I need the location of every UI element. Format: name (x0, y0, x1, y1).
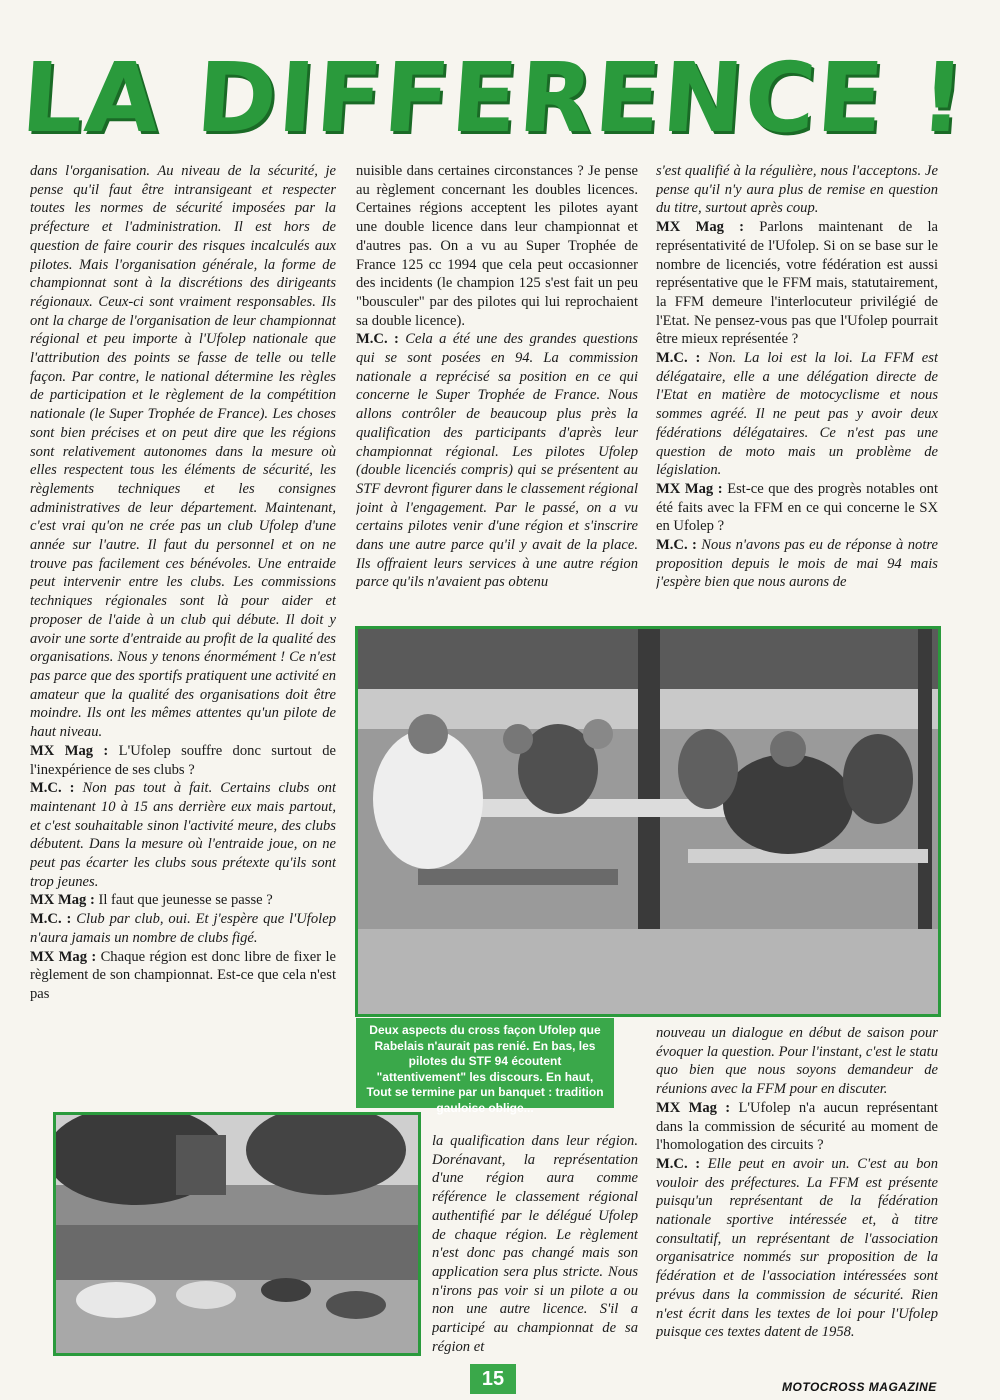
speaker-label: M.C. : (656, 350, 701, 367)
paragraph-text: la qualification dans leur région. Dorénavant, la représentation d'une région aura comme référence le classement régional authentifié par le délégué Ufolep de chaque région. Le règlement n'est donc pas changé mais son application sera plus stricte. Nous n'irons pas voir si un pilote a ou non une autre licence. S'il a participé au championnat de sa région et (432, 1133, 638, 1355)
paragraph-text: s'est qualifié à la régulière, nous l'acceptons. Je pense qu'il n'y aura plus de remise en question du titre, surtout après coup. (656, 163, 938, 217)
paragraph-text: L'Ufolep souffre donc surtout de l'inexpérience de ses clubs ? (30, 742, 336, 778)
text-column-2 (356, 162, 638, 612)
speaker-label: M.C. : (356, 331, 399, 348)
text-column-1 (30, 162, 336, 1094)
paragraph (656, 349, 938, 480)
paragraph (30, 891, 336, 910)
paragraph (656, 480, 938, 536)
paragraph-text: Nous n'avons pas eu de réponse à notre proposition depuis le mois de mai 94 mais j'espère bien que nous aurons de (656, 537, 938, 591)
paragraph-text: Non pas tout à fait. Certains clubs ont maintenant 10 à 15 ans derrière eux mais partout, et c'est souhaitable sinon l'activité meure, des clubs débutent. Dans la mesure où l'entraide joue, on ne peut pas écarter les clubs sous prétexte qu'ils sont trop jeunes. (30, 780, 336, 890)
article-title: LA DIFFERENCE ! (18, 42, 971, 154)
paragraph-text: Parlons maintenant de la représentativité de l'Ufolep. Si on se base sur le nombre de licenciés, votre fédération est aussi représentative que le FFM mais, statutairement, la FFM demeure l'interlocuteur privilégié de l'Etat. Ne pensez-vous pas que l'Ufolep pourrait être mieux représentée ? (656, 219, 938, 348)
speaker-label: MX Mag : (30, 892, 95, 909)
speaker-label: M.C. : (30, 780, 75, 797)
paragraph (656, 1024, 938, 1099)
paragraph (356, 162, 638, 330)
banquet-photo (355, 626, 941, 1017)
paragraph-text: nuisible dans certaines circonstances ? Je pense au règlement concernant les doubles licences. Certaines régions acceptent les pilotes ayant une double licence dans leur championnat et d'autres pas. On a vu au Super Trophée de France 125 cc 1994 que cela peut occasionner des incidents (le champion 125 s'est fait un peu "bousculer" par des pilotes qui lui reprochaient sa double licence). (356, 163, 638, 329)
paragraph (656, 162, 938, 218)
paragraph-text: Non. La loi est la loi. La FFM est délégataire, elle a une délégation directe de l'Etat en matière de motocyclisme et nous sommes agréé. Il ne peut pas y avoir deux fédérations délégataires. Ce n'est pas une question de moto mais un problème de législation. (656, 350, 938, 479)
speaker-label: MX Mag : (656, 480, 723, 497)
paragraph-text: L'Ufolep n'a aucun représentant dans la commission de sécurité au moment de l'homologation des circuits ? (656, 1099, 938, 1154)
crowd-photo (53, 1112, 421, 1356)
paragraph-text: Chaque région est donc libre de fixer le règlement de son championnat. Est-ce que cela n'est pas (30, 948, 336, 1002)
paragraph-text: Est-ce que des progrès notables ont été faits avec la FFM en ce qui concerne le SX en Ufolep ? (656, 480, 938, 535)
paragraph-text: Elle peut en avoir un. C'est au bon vouloir des préfectures. La FFM est présente puisqu'un représentant de la fédération nationale sportive intéressée et, à titre consultatif, un représentant de l'association organisatrice nommés sur proposition de la fédération et de l'association intéressées sont prévus dans la commission de sécurité. Rien n'est écrit dans les textes de loi pour l'Ufolep puisque ces textes datent de 1958. (656, 1155, 938, 1341)
text-column-3 (656, 162, 938, 622)
text-column-5 (432, 1132, 638, 1364)
banquet-photo-graphic (358, 629, 938, 1014)
paragraph (30, 742, 336, 779)
paragraph (432, 1132, 638, 1356)
paragraph (356, 330, 638, 592)
speaker-label: M.C. : (656, 537, 697, 554)
paragraph-text: nouveau un dialogue en début de saison pour évoquer la question. Pour l'instant, c'est le statu quo bien que nous soyons demandeur de réunions avec la FFM pour en discuter. (656, 1025, 938, 1098)
paragraph-text: Il faut que jeunesse se passe ? (94, 892, 273, 909)
speaker-label: MX Mag : (656, 1099, 731, 1116)
text-column-4 (656, 1024, 938, 1364)
paragraph-text: Cela a été une des grandes questions qui se sont posées en 94. La commission nationale a reprécisé sa position en ce qui concerne le Super Trophée de France. Nous allons contrôler de beaucoup plus près la qualification des participants d'après leur championnat régional. Les pilotes Ufolep (double licenciés compris) qui se présentent au STF devront figurer dans le classement régional joint à l'engagement. Par le passé, on a vu certains pilotes venir d'une région et s'inscrire dans une autre parce qu'il y avait de la place. Ils offraient leurs services à une autre région parce qu'ils n'avaient pas obtenu (356, 331, 638, 591)
speaker-label: MX Mag : (656, 219, 745, 236)
paragraph (30, 779, 336, 891)
paragraph-text: Club par club, oui. Et j'espère que l'Ufolep n'aura jamais un nombre de clubs figé. (30, 911, 336, 946)
paragraph (30, 910, 336, 947)
paragraph (656, 1155, 938, 1342)
speaker-label: MX Mag : (30, 948, 97, 965)
speaker-label: M.C. : (656, 1155, 701, 1172)
paragraph-text: dans l'organisation. Au niveau de la sécurité, je pense qu'il faut être intransigeant et respecter toutes les normes de sécurité imposées par la préfecture et l'administration. Il est hors de question de faire courir des risques incalculés aux pilotes. Mais l'organisation générale, la forme de championnat sont à la discrétions des dirigeants régionaux. Ceux-ci sont vraiment responsables. Ils ont la charge de l'organisation de leur championnat régional et peu importe à l'Ufolep nationale que l'attribution des points se fasse de telle ou telle façon. Par contre, le national détermine les règles de participation et le règlement de la compétition nationale (le Super Trophée de France). Les choses sont bien précises et on peut dire que les régions sont relativement autonomes dans la mesure où elles respectent tous les éléments de sécurité, les règlements techniques et les consignes administratives de leur département. Maintenant, c'est vrai qu'on ne crée pas un club Ufolep d'une année sur l'autre. Il faut du personnel et on ne trouve pas facilement ces bénévoles. Une entraide peut intervenir entre les clubs. Les commissions techniques régionales sont là pour aider et proposer de l'aide à un club qui débute. Il doit y avoir une sorte d'entraide au profit de la qualité des organisations. Nous y tenons énormément ! Ce n'est pas parce que des sportifs pratiquent une activité en amateur que la qualité des organisations doit être moindre. Ils ont les mêmes attentes qu'un pilote de haut niveau. (30, 163, 336, 741)
paragraph (30, 162, 336, 742)
speaker-label: M.C. : (30, 911, 72, 928)
page-number: 15 (470, 1364, 516, 1394)
paragraph (656, 536, 938, 592)
crowd-photo-graphic (56, 1115, 418, 1353)
magazine-name: MOTOCROSS MAGAZINE (782, 1380, 937, 1394)
paragraph (656, 218, 938, 349)
photo-caption: Deux aspects du cross façon Ufolep que Rabelais n'aurait pas renié. En bas, les pilotes du STF 94 écoutent "attentivement" les discours. En haut, Tout se termine par un banquet : tradition gauloise oblige... (356, 1018, 614, 1108)
paragraph (30, 948, 336, 1004)
paragraph (656, 1099, 938, 1155)
speaker-label: MX Mag : (30, 742, 109, 759)
